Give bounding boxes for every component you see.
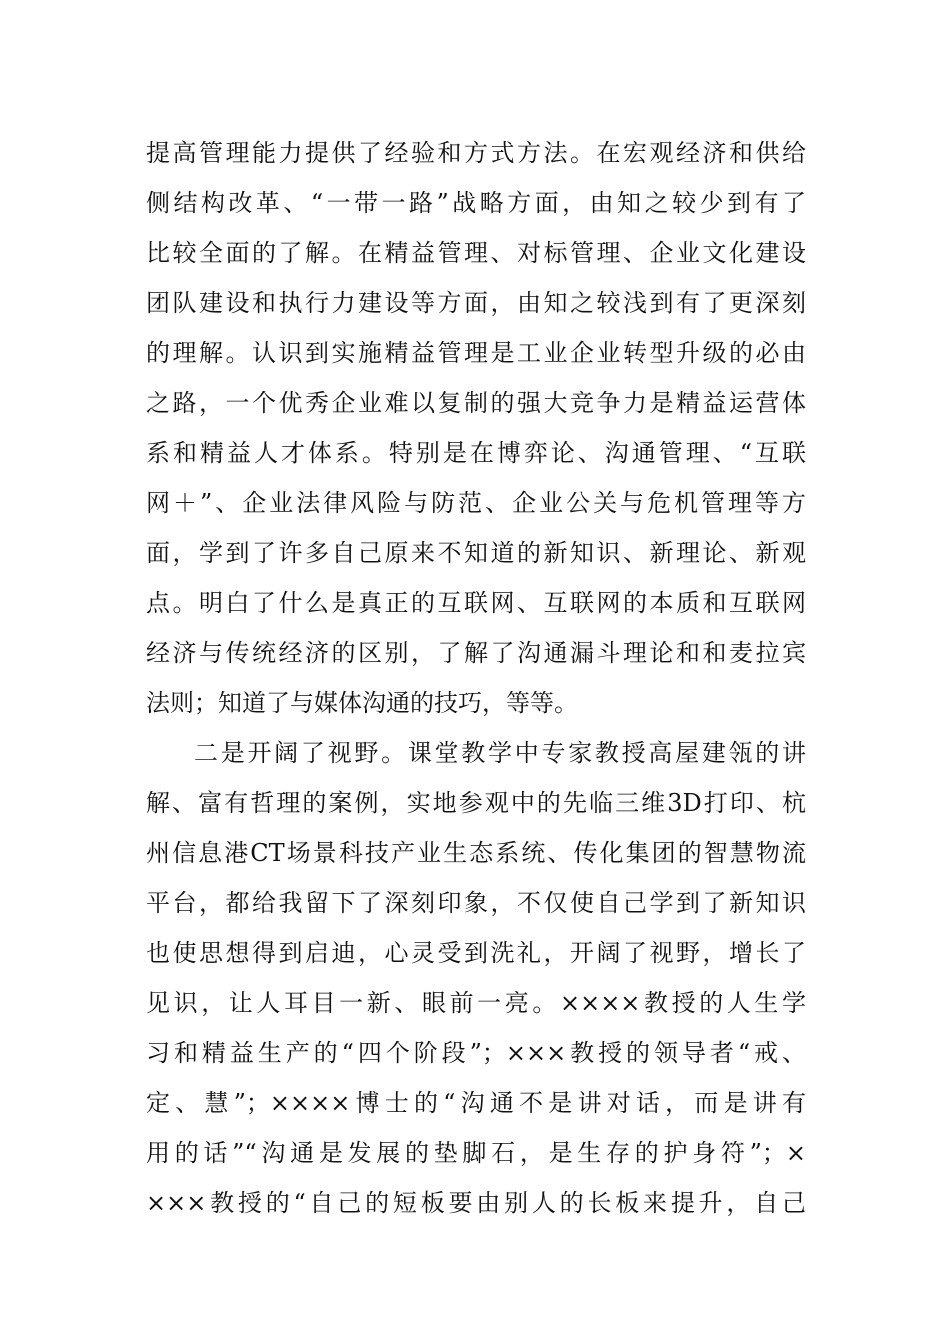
text-line: 解、富有哲理的案例，实地参观中的先临三维3D打印、杭: [146, 789, 806, 817]
text-line: 提高管理能力提供了经验和方式方法。在宏观经济和供给: [146, 139, 806, 167]
paragraph-first-line: 二是开阔了视野。课堂教学中专家教授高屋建瓴的讲: [194, 739, 806, 767]
text-line: ×××教授的“自己的短板要由别人的长板来提升，自己: [146, 1189, 806, 1217]
text-line: 见识，让人耳目一新、眼前一亮。××××教授的人生学: [146, 989, 806, 1017]
text-line: 也使思想得到启迪，心灵受到洗礼，开阔了视野，增长了: [146, 939, 806, 967]
text-line: 比较全面的了解。在精益管理、对标管理、企业文化建设: [146, 239, 806, 267]
text-line: 用的话”“沟通是发展的垫脚石，是生存的护身符”；×: [146, 1139, 806, 1167]
text-line: 习和精益生产的“四个阶段”；×××教授的领导者“戒、: [146, 1039, 806, 1067]
text-line: 系和精益人才体系。特别是在博弈论、沟通管理、“互联: [146, 439, 806, 467]
text-line: 经济与传统经济的区别，了解了沟通漏斗理论和和麦拉宾: [146, 639, 806, 667]
text-line: 之路，一个优秀企业难以复制的强大竞争力是精益运营体: [146, 389, 806, 417]
text-line: 网＋”、企业法律风险与防范、企业公关与危机管理等方: [146, 489, 806, 517]
paragraph-last-line: 法则；知道了与媒体沟通的技巧，等等。: [146, 689, 578, 717]
text-line: 点。明白了什么是真正的互联网、互联网的本质和互联网: [146, 589, 806, 617]
text-line: 平台，都给我留下了深刻印象，不仅使自己学到了新知识: [146, 889, 806, 917]
text-line: 面，学到了许多自己原来不知道的新知识、新理论、新观: [146, 539, 806, 567]
text-line: 定、慧”；××××博士的“沟通不是讲对话，而是讲有: [146, 1089, 806, 1117]
text-line: 的理解。认识到实施精益管理是工业企业转型升级的必由: [146, 339, 806, 367]
text-line: 侧结构改革、“一带一路”战略方面，由知之较少到有了: [146, 189, 806, 217]
text-line: 州信息港CT场景科技产业生态系统、传化集团的智慧物流: [146, 839, 806, 867]
text-line: 团队建设和执行力建设等方面，由知之较浅到有了更深刻: [146, 289, 806, 317]
